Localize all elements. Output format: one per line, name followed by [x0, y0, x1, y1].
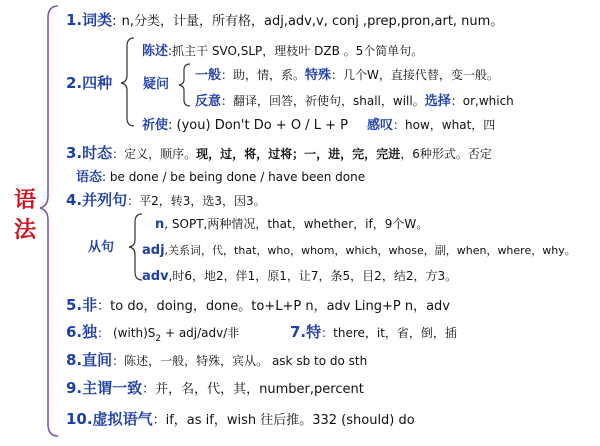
noun-clause-row [155, 215, 428, 231]
item-2-statement [142, 42, 423, 58]
noun-clause-text: , SOPT,两种情况，that，whether，if，9个W。 [164, 217, 429, 231]
exclamation-text: ：how，what，四 [393, 118, 496, 132]
general-question-label: 一般 [195, 68, 222, 83]
item-5-label: 5.非 [66, 296, 98, 314]
item-1-colon: : [112, 14, 117, 29]
item-5-text: ：to do，doing，done。to+L+P n，adv Ling+P n，adv [97, 299, 450, 314]
item-1-label: 1.词类 [66, 11, 113, 29]
choice-question-label: 选择 [424, 94, 451, 109]
four-types-brace [121, 38, 134, 126]
item-1 [66, 12, 503, 28]
item-6-subscript: 2 [155, 334, 162, 345]
item-3-label: 3.时态 [66, 144, 113, 162]
adj-clause-label: adj [142, 243, 165, 258]
item-9-label: 9.主谓一致 [66, 379, 143, 397]
item-4-text: ：平2，转3，选3，因3。 [127, 194, 266, 208]
special-question-text: ：几个W，直接代替，变一般。 [331, 68, 499, 82]
clause-label: 从句 [88, 240, 115, 255]
item-7-text: ：there，it，省，倒，插 [321, 326, 457, 340]
item-7 [290, 324, 457, 340]
statement-label: 陈述 [142, 44, 169, 59]
item-10 [66, 411, 415, 427]
choice-question-text: ：or,which [450, 94, 514, 108]
item-3 [66, 145, 492, 161]
item-3-text-e: ，6种形式。否定 [400, 147, 492, 161]
item-1-text: n,分类，计量，所有格，adj,adv,v, conj ,prep,pron,art, num。 [121, 14, 504, 29]
item-6-label: 6.独 [66, 323, 98, 341]
item-7-label: 7.特 [290, 323, 322, 341]
root-char-fa: 法 [14, 217, 37, 243]
adv-clause-row [142, 267, 457, 283]
item-6 [66, 324, 239, 344]
item-6-text-b: + adj/adv/非 [161, 326, 240, 340]
imperative-text: : (you) Don't Do + O / L + P [168, 118, 348, 133]
imperative-row [142, 116, 495, 132]
item-2-label: 2.四种 [66, 74, 113, 92]
item-4-label: 4.并列句 [66, 191, 128, 209]
root-char-yu: 语 [14, 188, 37, 213]
voice-text: : be done / be being done / have been done [102, 170, 366, 184]
item-10-label: 10.虚拟语气 [66, 410, 153, 428]
general-question-text: ：助，情，系。 [221, 68, 306, 82]
item-3-text-a: ：定义，顺序。 [112, 147, 197, 161]
item-8-text: ：陈述，一般，特殊，宾从。 ask sb to do sth [112, 354, 368, 368]
question-general-row [195, 66, 499, 82]
tag-question-text: ：翻译，回答，祈使句，shall，will。 [221, 94, 425, 108]
item-10-text: ：if，as if，wish 往后推。332 (should) do [152, 413, 415, 428]
item-9 [66, 380, 364, 396]
item-6-text-a: ： (with)S [97, 326, 156, 340]
noun-clause-label: n [155, 217, 165, 232]
item-3-text-d: 完进 [376, 147, 401, 161]
item-3-text-b: 现，过，将，过将 [196, 147, 293, 161]
adv-clause-text: ,时6，地2，伴1，原1，让7，条5，目2，结2，方3。 [168, 269, 458, 283]
question-brace [179, 64, 190, 106]
question-label: 疑问 [143, 77, 170, 92]
item-8-label: 8.直间 [66, 351, 113, 369]
question-tag-row [195, 92, 514, 108]
main-brace [40, 6, 58, 436]
item-3-text-c: ；一，进，完， [292, 147, 377, 161]
voice-label: 语态 [76, 170, 103, 185]
statement-text: :抓主干 SVO,SLP，理枝叶 DZB 。5个简单句。 [168, 44, 424, 58]
adj-clause-text: ,关系词，代，that，who，whom，which，whose，副，when，where，why。 [164, 244, 576, 257]
item-4 [66, 192, 266, 208]
voice-row [76, 168, 365, 184]
item-9-text: ：并，名，代，其，number,percent [142, 382, 364, 397]
item-5 [66, 297, 450, 313]
imperative-label: 祈使 [142, 118, 169, 133]
exclamation-label: 感叹 [367, 118, 394, 133]
adv-clause-label: adv [142, 269, 169, 284]
clause-brace [129, 214, 142, 280]
special-question-label: 特殊 [305, 68, 332, 83]
tag-question-label: 反意 [195, 94, 222, 109]
adj-clause-row [142, 241, 576, 257]
item-8 [66, 352, 367, 368]
